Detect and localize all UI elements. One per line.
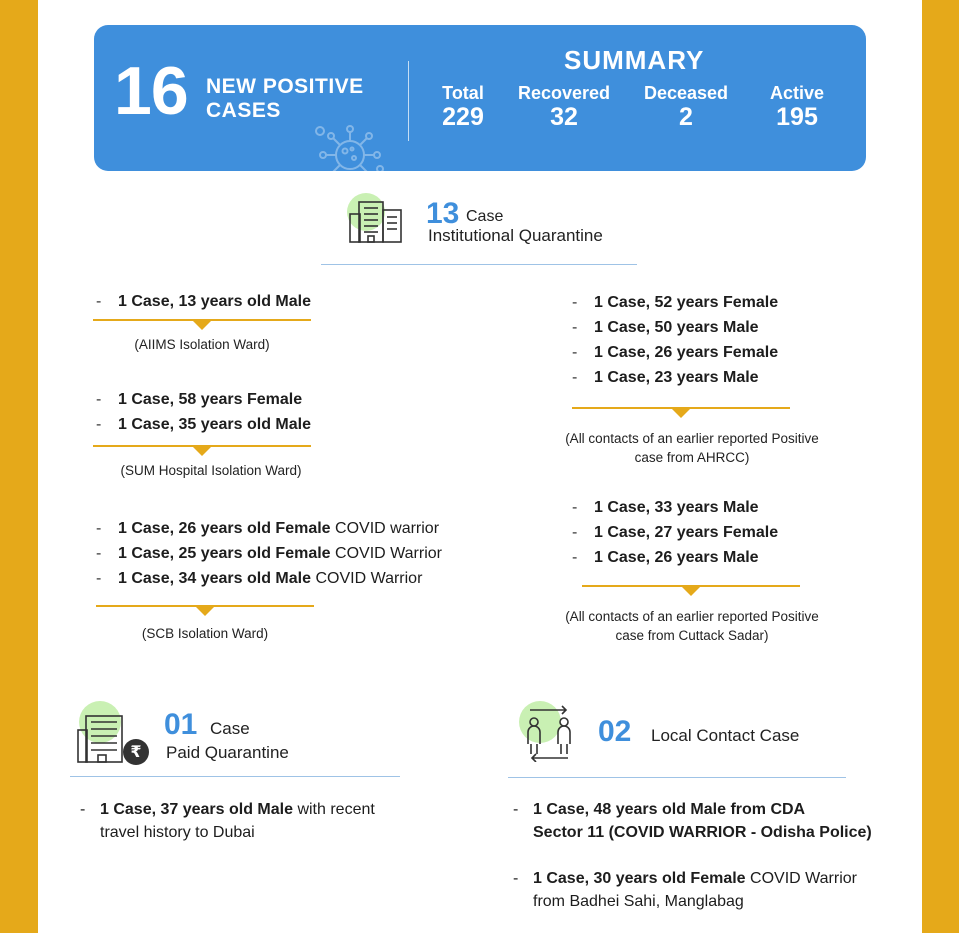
ward-sum: (SUM Hospital Isolation Ward) (120, 463, 302, 478)
paid-case: - 1 Case, 37 years old Male with recent travel history to Dubai (80, 801, 375, 841)
local-label: Local Contact Case (651, 726, 800, 745)
paid-divider (70, 776, 400, 777)
paid-unit: Case (210, 719, 250, 738)
case-list-scb (96, 516, 442, 591)
list-item: - 1 Case, 13 years old Male (96, 289, 311, 314)
institutional-unit: Case (466, 208, 504, 225)
stat-deceased-value: 2 (679, 103, 693, 131)
list-item: - 1 Case, 34 years old Male COVID Warrior (96, 566, 442, 591)
ward-ahrcc: (All contacts of an earlier reported Positive case from AHRCC) (565, 431, 819, 465)
stat-recovered-label: Recovered (517, 83, 611, 103)
building-icon (346, 192, 406, 244)
ward-arrow (572, 407, 790, 409)
summary-title: SUMMARY (564, 45, 705, 75)
list-item: - 1 Case, 27 years Female (572, 520, 778, 545)
local-contact-icon (516, 700, 582, 762)
paid-label: Paid Quarantine (166, 743, 289, 762)
paid-count: 01 (164, 708, 198, 741)
stat-active-label: Active (769, 83, 825, 103)
ward-aiims: (AIIMS Isolation Ward) (134, 337, 270, 352)
list-item: - 1 Case, 58 years Female (96, 387, 311, 412)
ward-arrow (96, 605, 314, 607)
stat-total-value: 229 (442, 103, 484, 131)
stat-total (437, 83, 489, 131)
case-list-sum (96, 387, 311, 437)
institutional-label: Institutional Quarantine (428, 226, 603, 245)
case-list-ahrcc (572, 290, 778, 390)
local-case-2: - 1 Case, 30 years old Female COVID Warrior from Badhei Sahi, Manglabag (513, 870, 857, 910)
ward-arrow (582, 585, 800, 587)
virus-icon (312, 121, 388, 171)
local-divider (508, 777, 846, 778)
stat-deceased-label: Deceased (643, 83, 729, 103)
case-list-cuttack (572, 495, 778, 570)
list-item: - 1 Case, 26 years Male (572, 545, 778, 570)
banner-divider (408, 61, 409, 141)
new-cases-label: NEW POSITIVE CASES (206, 75, 364, 122)
stat-active-value: 195 (776, 103, 818, 131)
rupee-symbol: ₹ (130, 742, 142, 761)
list-item: - 1 Case, 26 years Female (572, 340, 778, 365)
ward-arrow (93, 445, 311, 447)
stat-recovered-value: 32 (550, 103, 578, 131)
list-item: - 1 Case, 26 years old Female COVID warrior (96, 516, 442, 541)
ward-scb: (SCB Isolation Ward) (141, 626, 269, 641)
stat-total-label: Total (442, 83, 484, 103)
stat-active (764, 83, 830, 131)
list-item: - 1 Case, 35 years old Male (96, 412, 311, 437)
local-case-1: - 1 Case, 48 years old Male from CDA Sector 11 (COVID WARRIOR - Odisha Police) (513, 801, 872, 841)
new-cases-count: 16 (114, 53, 188, 129)
list-item: - 1 Case, 33 years Male (572, 495, 778, 520)
ward-cuttack: (All contacts of an earlier reported Positive case from Cuttack Sadar) (565, 609, 819, 643)
ward-arrow (93, 319, 311, 321)
institutional-count: 13 (426, 197, 460, 230)
case-list-aiims (96, 289, 311, 314)
stat-deceased (640, 83, 732, 131)
institutional-divider (321, 264, 637, 265)
list-item: - 1 Case, 52 years Female (572, 290, 778, 315)
list-item: - 1 Case, 50 years Male (572, 315, 778, 340)
list-item: - 1 Case, 23 years Male (572, 365, 778, 390)
list-item: - 1 Case, 25 years old Female COVID Warrior (96, 541, 442, 566)
stat-recovered (514, 83, 614, 131)
local-count: 02 (598, 715, 632, 748)
summary-banner (94, 25, 866, 171)
